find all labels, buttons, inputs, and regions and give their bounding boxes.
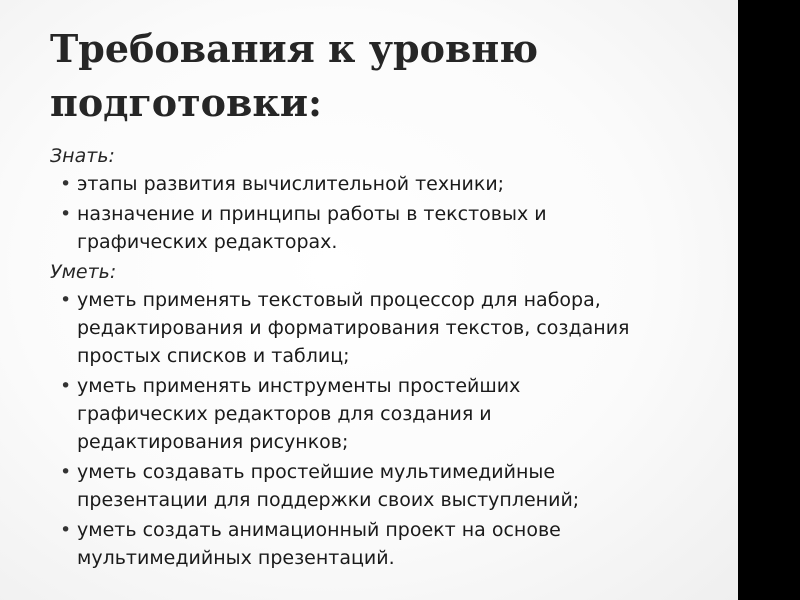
can-section-label: Уметь: [50, 261, 117, 283]
slide-title-line: Требования к уровню [50, 26, 539, 71]
list-item-text: графических редакторов для создания и [77, 403, 492, 425]
bullet-icon: • [60, 173, 72, 195]
list-item-text: презентации для поддержки своих выступлений; [77, 489, 580, 511]
bullet-icon: • [60, 519, 72, 541]
list-item-text: уметь применять инструменты простейших [77, 375, 521, 397]
bullet-icon: • [60, 375, 72, 397]
list-item-text: редактирования рисунков; [77, 431, 349, 453]
list-item-text: уметь создать анимационный проект на основе [77, 519, 561, 541]
list-item-text: редактирования и форматирования текстов, создания [77, 317, 630, 339]
know-list [50, 170, 710, 256]
bullet-icon: • [60, 461, 72, 483]
bullet-icon: • [60, 289, 72, 311]
can-list [50, 286, 710, 572]
bullet-icon: • [60, 203, 72, 225]
list-item [50, 170, 710, 198]
list-item [50, 286, 710, 370]
list-item [50, 200, 710, 256]
list-item-text: уметь создавать простейшие мультимедийные [77, 461, 556, 483]
slide-title-line: подготовки: [50, 80, 323, 125]
list-item-text: простых списков и таблиц; [77, 345, 350, 367]
list-item-text: назначение и принципы работы в текстовых и [77, 203, 547, 225]
list-item [50, 458, 710, 514]
right-edge-band [738, 0, 800, 600]
list-item-text: графических редакторах. [77, 231, 338, 253]
list-item-text: мультимедийных презентаций. [77, 547, 395, 569]
slide-content [50, 142, 710, 574]
list-item-text: уметь применять текстовый процессор для набора, [77, 289, 601, 311]
list-item [50, 372, 710, 456]
list-item-text: этапы развития вычислительной техники; [77, 173, 505, 195]
list-item [50, 516, 710, 572]
slide-title [50, 22, 710, 130]
know-section-label: Знать: [50, 145, 115, 167]
